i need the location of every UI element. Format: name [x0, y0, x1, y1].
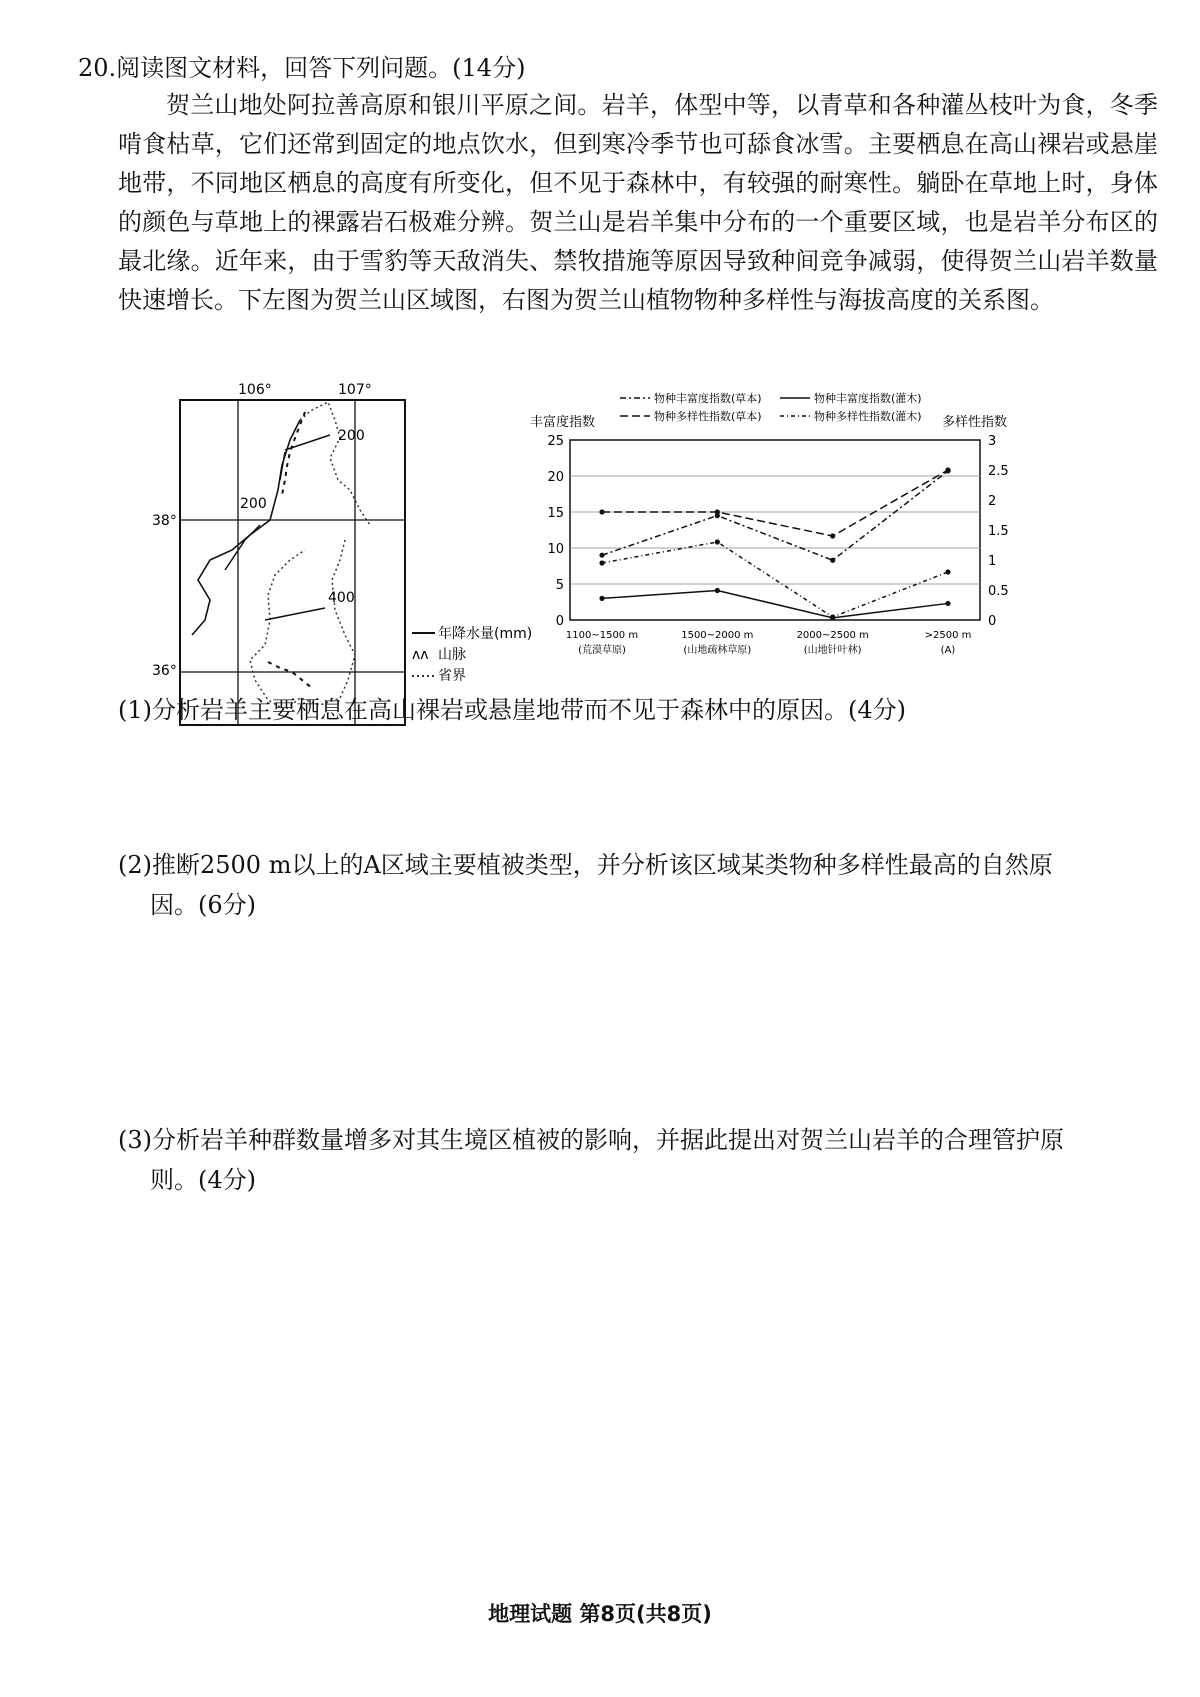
category-sublabel: (A)	[940, 645, 956, 656]
mountain-range-liupan	[268, 662, 312, 688]
sub-question-1-line1: (1)分析岩羊主要栖息在高山裸岩或悬崖地带而不见于森林中的原因。(4分)	[118, 696, 906, 724]
question-title: 20.阅读图文材料，回答下列问题。(14分)	[78, 54, 526, 82]
right-tick-label: 1.5	[988, 524, 1009, 539]
lat-label-38: 38°	[152, 513, 177, 529]
left-tick-label: 10	[547, 542, 564, 557]
plot-frame	[570, 440, 980, 620]
series-1-point	[715, 588, 720, 593]
helan-region-map	[150, 380, 590, 730]
series-0-point	[830, 558, 835, 563]
series-1-point	[599, 596, 604, 601]
isohyet-label-200-south: 200	[240, 496, 267, 512]
series-3-point	[945, 569, 950, 574]
right-axis-label: 多样性指数	[942, 415, 1008, 430]
category-label: >2500 m	[924, 630, 972, 641]
series-2-point	[599, 509, 604, 514]
question-paragraph: 贺兰山地处阿拉善高原和银川平原之间。岩羊，体型中等，以青草和各种灌丛枝叶为食，冬季啃食枯草，它们还常到固定的地点饮水，但到寒冷季节也可舔食冰雪。主要栖息在高山裸岩或悬崖地带，不同地区栖息的高度有所变化，但不见于森林中，有较强的耐寒性。躺卧在草地上时，身体的颜色与草地上的裸露岩石极难分辨。贺兰山是岩羊集中分布的一个重要区域，也是岩羊分布区的最北缘。近年来，由于雪豹等天敌消失、禁牧措施等原因导致种间竞争减弱，使得贺兰山岩羊数量快速增长。下左图为贺兰山区域图，右图为贺兰山植物物种多样性与海拔高度的关系图。	[118, 91, 1158, 314]
page-footer: 地理试题 第8页(共8页)	[488, 1602, 712, 1626]
biodiversity-altitude-chart	[530, 378, 1050, 678]
category-label: 1100~1500 m	[565, 630, 639, 641]
chart-legend	[620, 391, 922, 423]
left-tick-label: 15	[547, 506, 564, 521]
left-tick-label: 25	[547, 434, 564, 449]
series-3-point	[599, 560, 604, 565]
province-boundary	[250, 402, 370, 710]
series-3-point	[715, 539, 720, 544]
sub-question-2	[118, 845, 1178, 925]
right-tick-label: 0	[988, 614, 997, 629]
left-axis-label: 丰富度指数	[530, 415, 596, 430]
series-3-point	[830, 614, 835, 619]
legend-mountain-symbol: ᴧᴧ	[412, 647, 429, 663]
legend-entry-1: 物种丰富度指数(灌木)	[814, 392, 922, 405]
isohyet-200-north	[280, 435, 330, 480]
isohyet-label-400: 400	[328, 590, 355, 606]
legend-entry-3: 物种多样性指数(灌木)	[814, 410, 922, 423]
ningxia-outline	[192, 420, 300, 635]
left-tick-label: 0	[555, 614, 564, 629]
series-line-2	[602, 470, 948, 536]
legend-boundary-label: 省界	[438, 668, 466, 684]
legend-entry-2: 物种多样性指数(草本)	[654, 410, 762, 423]
left-tick-label: 5	[555, 578, 564, 593]
category-sublabel: (山地针叶林)	[803, 645, 862, 656]
sub-question-3-line2: 则。(4分)	[150, 1166, 256, 1194]
sub-question-2-line1: (2)推断2500 m以上的A区域主要植被类型，并分析该区域某类物种多样性最高的自然原	[118, 851, 1053, 879]
category-label: 2000~2500 m	[796, 630, 869, 641]
legend-entry-0: 物种丰富度指数(草本)	[654, 392, 762, 405]
legend-isohyet-label: 年降水量(mm)	[438, 626, 533, 642]
series-line-1	[602, 590, 948, 617]
lon-label-106: 106°	[238, 382, 272, 398]
right-tick-label: 2	[988, 494, 997, 509]
sub-question-3	[118, 1120, 1178, 1200]
right-tick-label: 0.5	[988, 584, 1009, 599]
series-1-point	[945, 601, 950, 606]
sub-question-1	[118, 690, 1178, 730]
series-line-3	[602, 542, 948, 617]
series-0-point	[599, 553, 604, 558]
right-tick-label: 1	[988, 554, 997, 569]
left-tick-label: 20	[547, 470, 564, 485]
right-tick-label: 2.5	[988, 464, 1009, 479]
legend-mountain-label: 山脉	[438, 647, 466, 663]
sub-question-3-line1: (3)分析岩羊种群数量增多对其生境区植被的影响，并据此提出对贺兰山岩羊的合理管护原	[118, 1126, 1064, 1154]
map-frame	[180, 400, 405, 725]
sub-question-2-line2: 因。(6分)	[150, 891, 256, 919]
isohyet-label-200-north: 200	[338, 428, 365, 444]
right-tick-label: 3	[988, 434, 997, 449]
isohyet-400	[265, 608, 325, 620]
category-sublabel: (山地疏林草原)	[683, 645, 752, 656]
lon-label-107: 107°	[338, 382, 372, 398]
series-2-point	[945, 467, 950, 472]
category-label: 1500~2000 m	[681, 630, 754, 641]
lat-label-36: 36°	[152, 663, 177, 679]
series-line-0	[602, 471, 948, 560]
category-sublabel: (荒漠草原)	[578, 645, 626, 656]
series-2-point	[830, 533, 835, 538]
series-2-point	[715, 509, 720, 514]
